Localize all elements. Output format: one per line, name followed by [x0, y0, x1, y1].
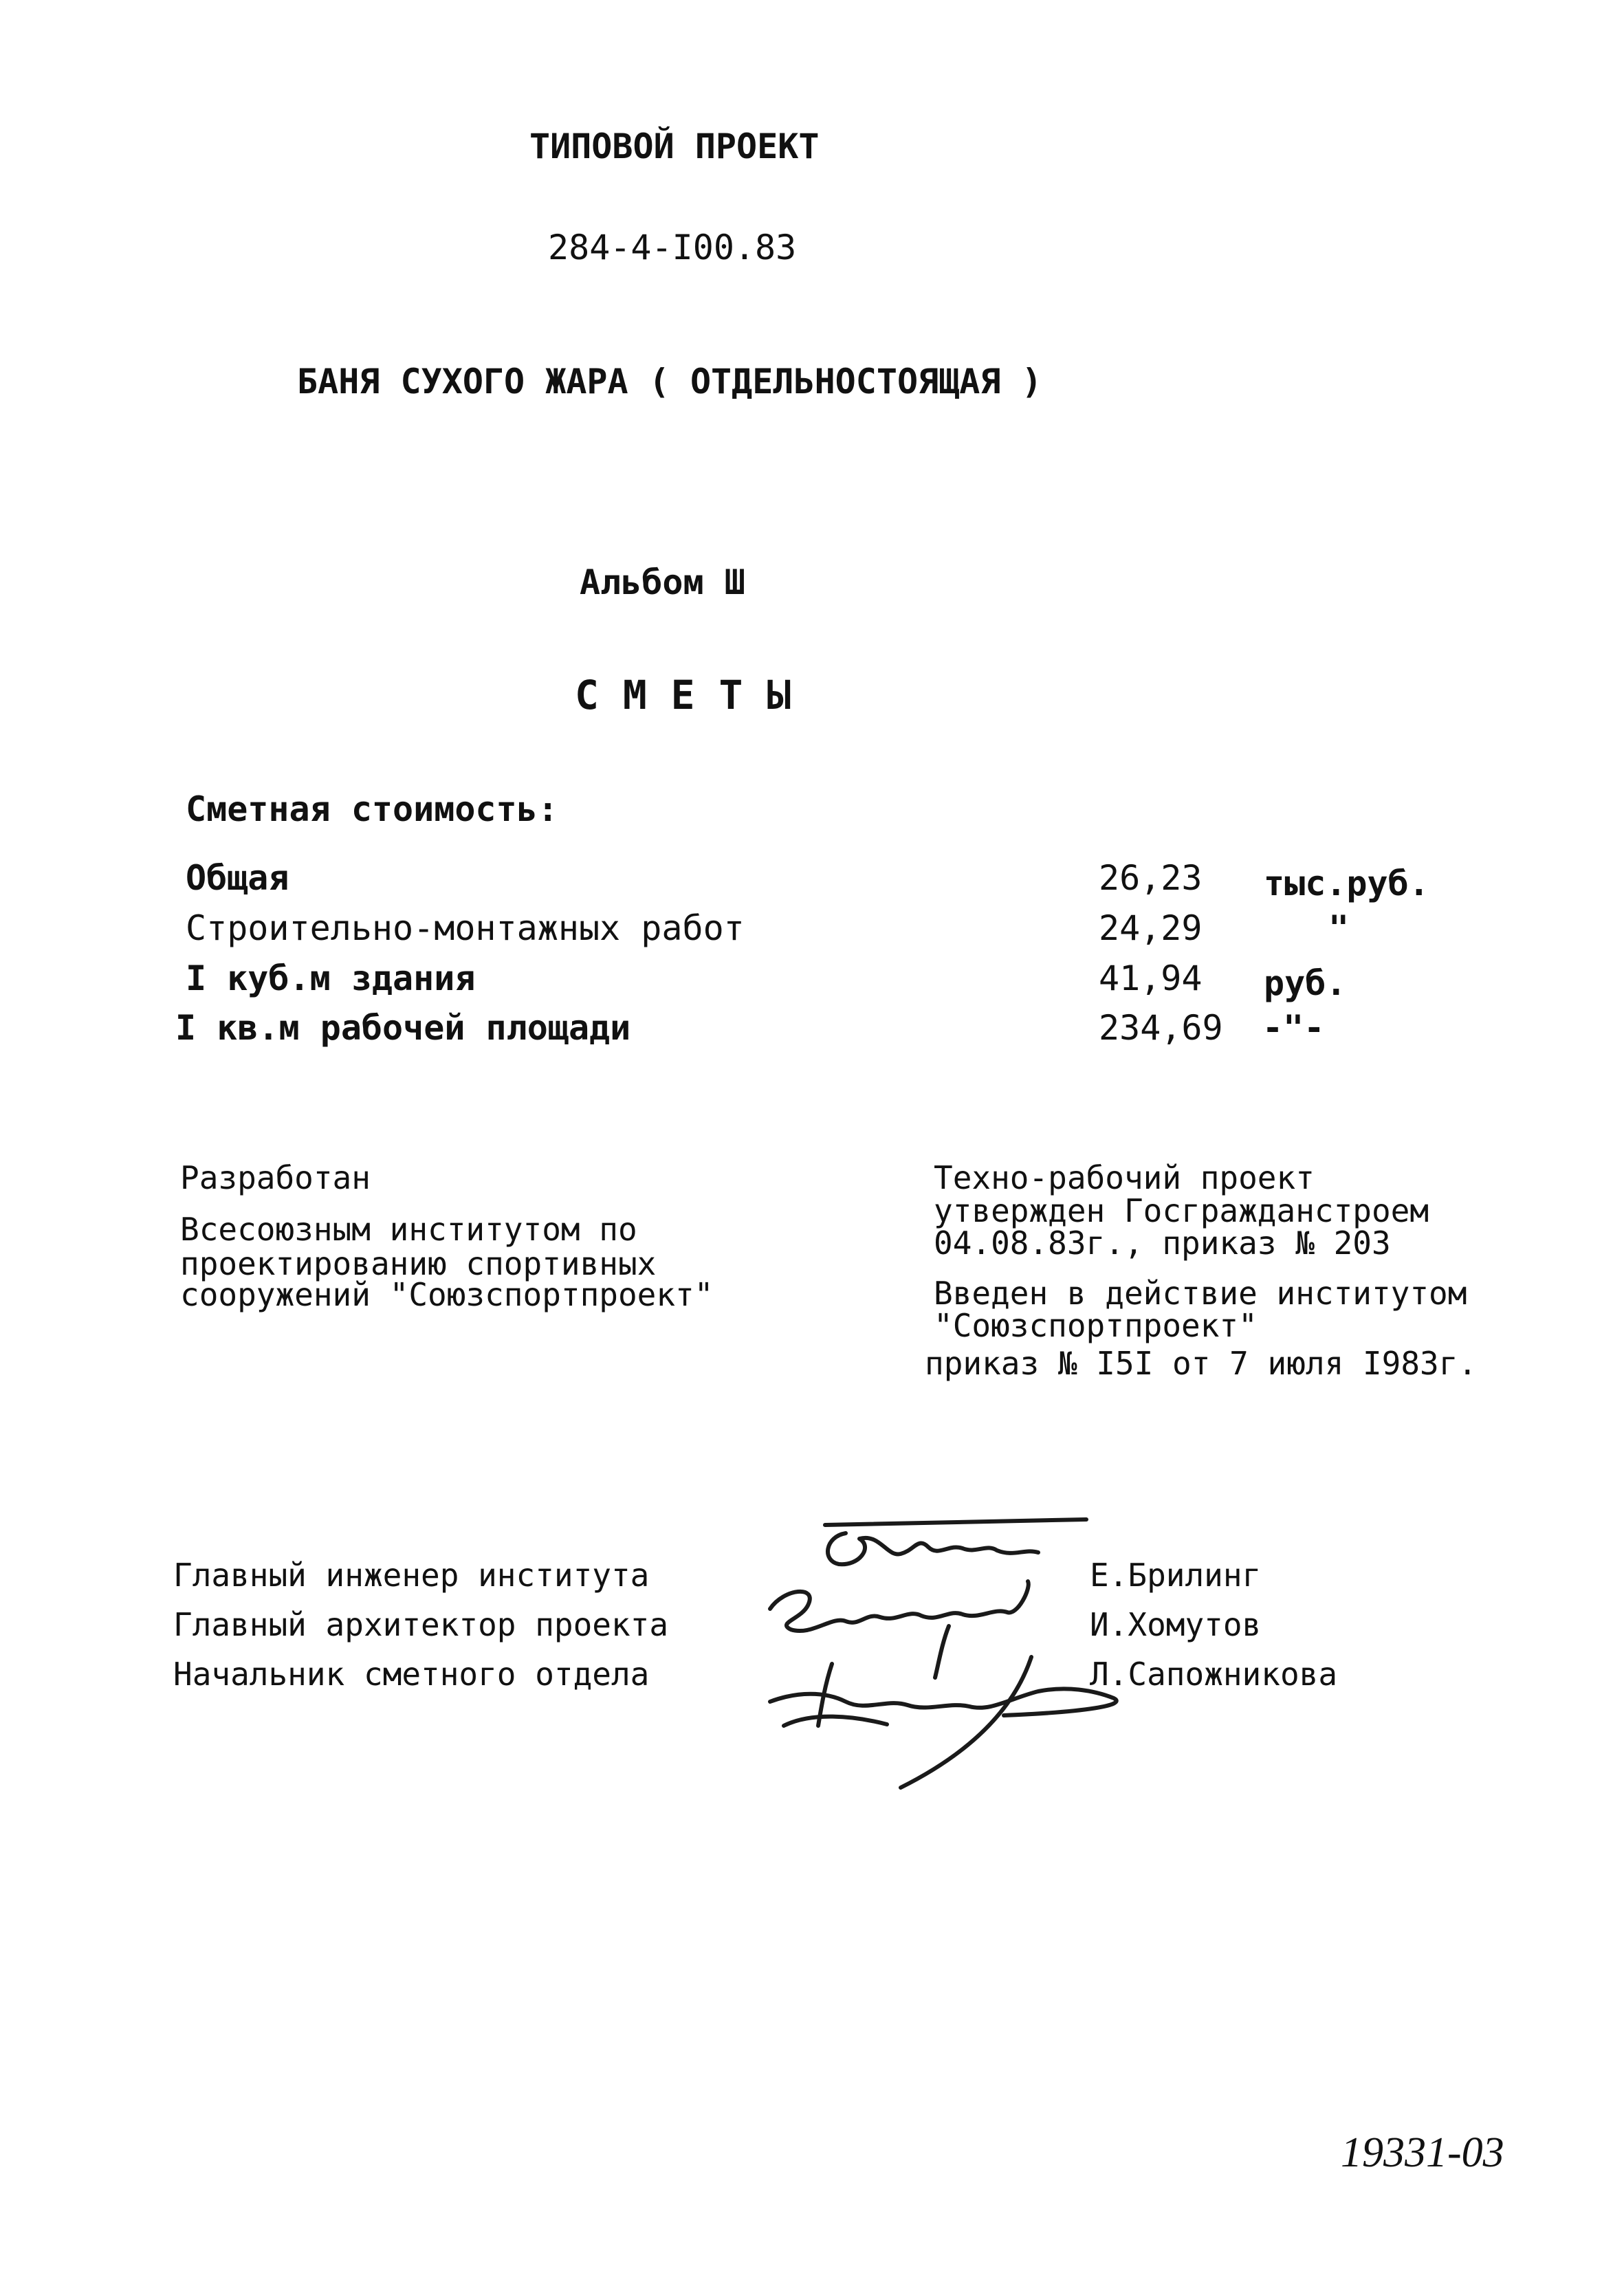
project-subject: БАНЯ СУХОГО ЖАРА ( ОТДЕЛЬНОСТОЯЩАЯ )	[297, 362, 1042, 402]
cost-label: I кв.м рабочей площади	[175, 1008, 631, 1048]
developer-line: проектированию спортивных	[180, 1245, 657, 1282]
project-number: 284-4-I00.83	[548, 228, 797, 267]
approval-line: 04.08.83г., приказ № 203	[934, 1225, 1391, 1262]
signatory-role: Главный архитектор проекта	[173, 1606, 669, 1643]
cost-heading: Сметная стоимость:	[186, 789, 558, 829]
album-label: Альбом Ш	[580, 562, 745, 602]
cost-value: 24,29	[1099, 908, 1203, 948]
signatory-name: Е.Брилинг	[1090, 1557, 1262, 1594]
cost-label: Общая	[186, 858, 289, 898]
signature-stroke	[935, 1626, 949, 1678]
signature-stroke	[784, 1717, 887, 1726]
archive-code: 19331-03	[1341, 2129, 1504, 2176]
cost-unit: -"-	[1262, 1008, 1325, 1048]
cost-value: 26,23	[1099, 858, 1203, 898]
signature-stroke	[825, 1519, 1086, 1525]
signature-stroke	[828, 1533, 1038, 1564]
cost-unit: руб.	[1264, 963, 1347, 1003]
cost-label: Строительно-монтажных работ	[186, 908, 745, 948]
developer-heading: Разработан	[180, 1159, 371, 1196]
signature-stroke	[770, 1581, 1029, 1631]
developer-line: Всесоюзным институтом по	[180, 1211, 637, 1248]
document-title: ТИПОВОЙ ПРОЕКТ	[529, 127, 820, 166]
cost-unit: тыс.руб.	[1264, 864, 1429, 903]
approval-line: Техно-рабочий проект	[934, 1159, 1315, 1196]
cost-value: 41,94	[1099, 958, 1203, 998]
signatory-name: И.Хомутов	[1090, 1606, 1262, 1643]
cost-unit: "	[1328, 908, 1350, 948]
cost-value: 234,69	[1099, 1008, 1223, 1048]
signatory-name: Л.Сапожникова	[1090, 1656, 1338, 1693]
signatory-role: Главный инженер института	[173, 1557, 650, 1594]
cost-label: I куб.м здания	[186, 958, 476, 998]
signatory-role: Начальник сметного отдела	[173, 1656, 650, 1693]
approval-line: Введен в действие институтом	[934, 1275, 1467, 1312]
handwritten-signatures	[743, 1506, 1169, 1794]
approval-line: утвержден Госгражданстроем	[934, 1192, 1429, 1229]
developer-line: сооружений "Союзспортпроект"	[180, 1276, 714, 1313]
signature-stroke	[901, 1657, 1031, 1788]
approval-line: приказ № I5I от 7 июля I983г.	[925, 1345, 1478, 1382]
approval-line: "Союзспортпроект"	[934, 1307, 1258, 1344]
section-title: С М Е Т Ы	[575, 672, 791, 718]
